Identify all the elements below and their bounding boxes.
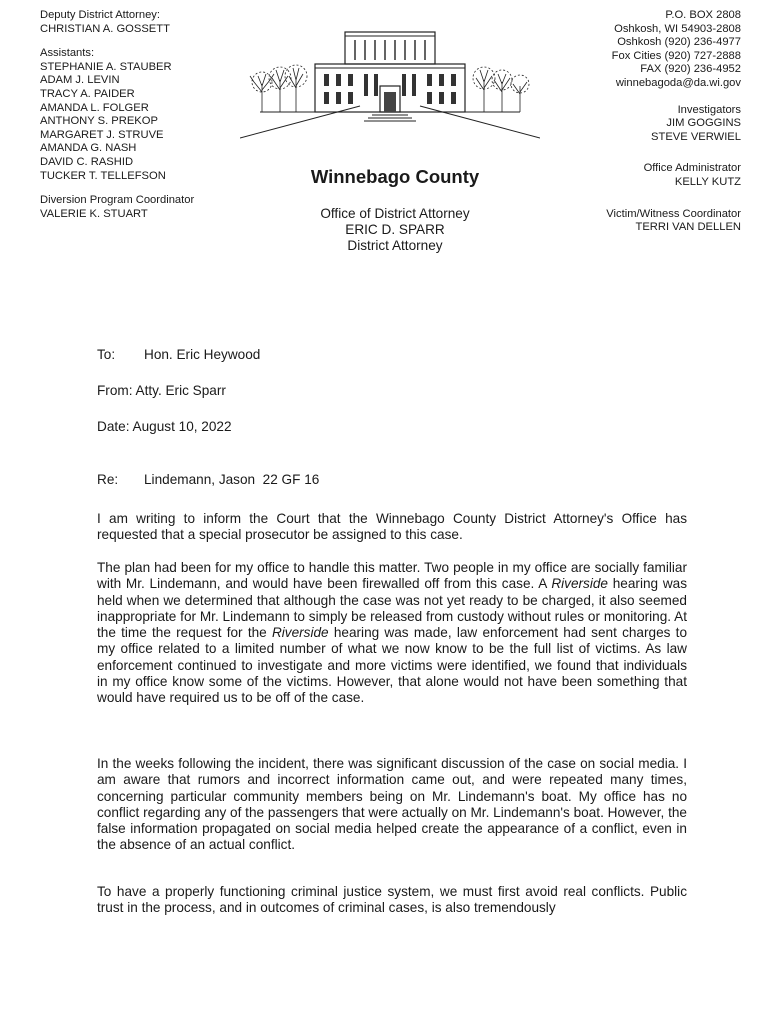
diversion-block bbox=[40, 194, 270, 221]
deputy-block bbox=[40, 9, 270, 36]
to-value: Hon. Eric Heywood bbox=[144, 347, 261, 362]
memo-to bbox=[97, 347, 260, 362]
investigators-title: Investigators bbox=[677, 103, 741, 116]
fox-cities-phone: Fox Cities (920) 727-2888 bbox=[611, 49, 741, 62]
assistant-name: MARGARET J. STRUVE bbox=[40, 128, 164, 141]
paragraph-4: To have a properly functioning criminal justice system, we must first avoid real conflicts. Public trust in the process, and in outcomes of criminal cases, is also tremendously bbox=[97, 884, 687, 916]
date-value: August 10, 2022 bbox=[132, 419, 232, 434]
staff-list bbox=[40, 9, 270, 232]
victim-coordinator-name: TERRI VAN DELLEN bbox=[635, 221, 741, 234]
fax-number: FAX (920) 236-4952 bbox=[640, 63, 741, 76]
admin-name: KELLY KUTZ bbox=[674, 175, 741, 188]
county-name: Winnebago County bbox=[310, 166, 480, 187]
office-name: Office of District Attorney bbox=[320, 206, 470, 221]
from-label: From: bbox=[97, 383, 133, 398]
paragraph-1: I am writing to inform the Court that the Winnebago County District Attorney's Office has requested that a special prosecutor be assigned to this case. bbox=[97, 511, 687, 543]
victim-coordinator-title: Victim/Witness Coordinator bbox=[606, 207, 741, 220]
paragraph-2-part-c: hearing was made, law enforcement had sent charges to my office related to a limited number of what we now know to be the full list of victims. As law enforcement continued to investigate and more victims were identified, we found that individuals in my office know some of the victims. However, that alone would not have been something that would have required us to be off of the case. bbox=[97, 625, 688, 706]
memo-re bbox=[97, 472, 319, 487]
po-box: P.O. BOX 2808 bbox=[665, 9, 741, 21]
to-label: To: bbox=[97, 347, 116, 362]
riverside-term: Riverside bbox=[271, 625, 329, 641]
assistant-name: TRACY A. PAIDER bbox=[40, 87, 135, 100]
diversion-name: VALERIE K. STUART bbox=[40, 207, 148, 220]
assistant-name: AMANDA L. FOLGER bbox=[40, 101, 149, 114]
admin-title: Office Administrator bbox=[643, 162, 741, 175]
courthouse-illustration bbox=[240, 20, 540, 140]
investigator-name: JIM GOGGINS bbox=[666, 117, 741, 130]
city-address: Oshkosh, WI 54903-2808 bbox=[614, 22, 741, 35]
district-attorney-name: ERIC D. SPARR bbox=[345, 222, 445, 238]
district-attorney-title: District Attorney bbox=[347, 238, 443, 254]
investigator-name: STEVE VERWIEL bbox=[651, 130, 741, 143]
oshkosh-phone: Oshkosh (920) 236-4977 bbox=[617, 36, 741, 49]
re-label: Re: bbox=[97, 472, 119, 487]
re-value: Lindemann, Jason 22 GF 16 bbox=[144, 472, 320, 487]
from-value: Atty. Eric Sparr bbox=[135, 383, 226, 398]
contact-block bbox=[541, 9, 741, 235]
assistant-name: STEPHANIE A. STAUBER bbox=[40, 60, 172, 73]
assistant-name: ANTHONY S. PREKOP bbox=[40, 115, 158, 128]
assistants-title: Assistants: bbox=[40, 47, 95, 60]
memo-date bbox=[97, 419, 232, 434]
office-block bbox=[290, 206, 500, 255]
paragraph-2-part-a: The plan had been for my office to handle this matter. Two people in my office are socially familiar with Mr. Lindemann, and would have been firewalled off from this case. A bbox=[97, 560, 687, 592]
paragraph-3: In the weeks following the incident, there was significant discussion of the case on social media. I am aware that rumors and incorrect information came out, and were repeated many times, concerning particular community members being on Mr. Lindemann's boat. My office has no conflict regarding any of the passengers that were actually on Mr. Lindemann's boat. However, the false information propagated on social media helped create the appearance of a conflict, even in the absence of an actual conflict. bbox=[97, 756, 687, 853]
date-label: Date: bbox=[97, 419, 130, 434]
riverside-term: Riverside bbox=[551, 576, 608, 592]
paragraph-2 bbox=[97, 560, 687, 707]
assistant-name: AMANDA G. NASH bbox=[40, 142, 137, 155]
email-link[interactable]: winnebagoda@da.wi.gov bbox=[615, 76, 741, 89]
assistant-name: TUCKER T. TELLEFSON bbox=[40, 169, 166, 182]
diversion-title: Diversion Program Coordinator bbox=[40, 194, 195, 207]
memo-from bbox=[97, 383, 226, 398]
assistant-name: ADAM J. LEVIN bbox=[40, 74, 120, 87]
assistant-name: DAVID C. RASHID bbox=[40, 155, 134, 168]
deputy-title: Deputy District Attorney: bbox=[40, 9, 160, 21]
assistants-block bbox=[40, 47, 270, 183]
deputy-name: CHRISTIAN A. GOSSETT bbox=[40, 22, 170, 35]
paragraph-2-part-b: hearing was held when we determined that although the case was not yet ready to be charged, it also seemed inappropriate for Mr. Lindemann to simply be released from custody without rules or monitoring. At the time the request for the bbox=[97, 576, 688, 641]
